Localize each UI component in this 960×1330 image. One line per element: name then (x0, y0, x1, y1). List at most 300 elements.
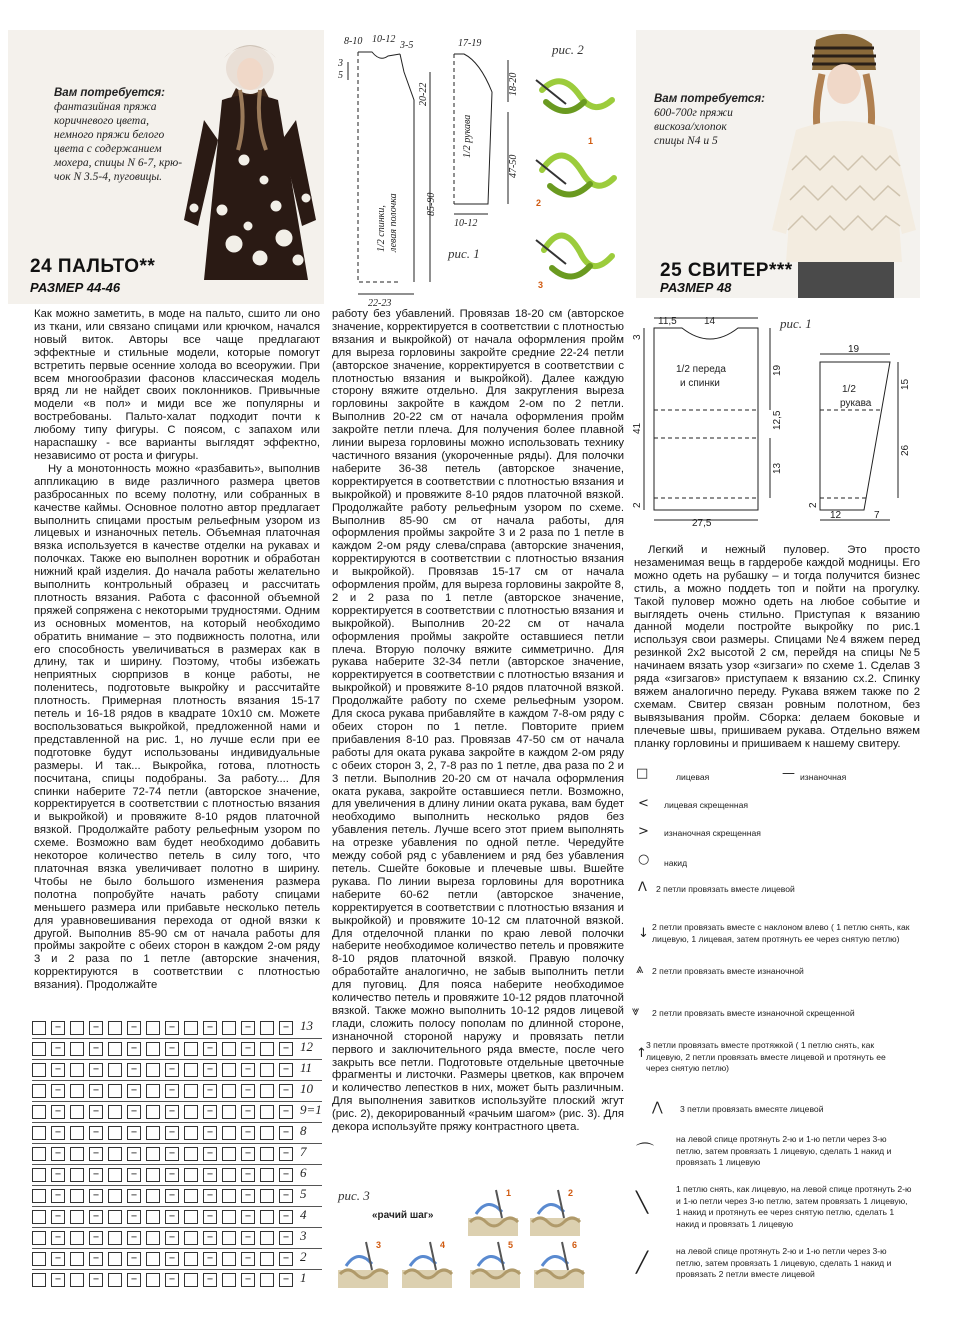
chart-row (32, 1102, 320, 1123)
chart-cell (260, 1021, 274, 1035)
dim-22-23: 22-23 (368, 298, 392, 309)
chart-cell (184, 1210, 198, 1224)
chart-cell: − (89, 1189, 103, 1203)
chart-cell: − (89, 1210, 103, 1224)
coat-fig2-label: рис. 2 (552, 42, 584, 57)
coat-materials-line: немного пряжи белого (54, 129, 165, 141)
purl-crossed-decrease-icon: ⩔ (632, 1004, 640, 1019)
dim-11-5: 11,5 (658, 316, 677, 327)
chart-cell: − (89, 1063, 103, 1077)
chart-row-number: 5 (300, 1186, 307, 1201)
less-than-icon: < (638, 796, 649, 811)
chart-cell: − (127, 1021, 141, 1035)
chart-cell (70, 1252, 84, 1266)
chart-cell: − (203, 1126, 217, 1140)
chart-cell: − (279, 1210, 293, 1224)
chart-cell (184, 1252, 198, 1266)
chart-cell: − (89, 1021, 103, 1035)
sweater-materials-title: Вам потребуется: (654, 93, 765, 105)
chart-cell (222, 1042, 236, 1056)
dim-13: 13 (772, 462, 783, 474)
chart-cell (32, 1168, 46, 1182)
chart-cell: − (279, 1252, 293, 1266)
dim-3: 3 (338, 58, 343, 69)
chart-row (32, 1018, 320, 1039)
chart-cell: − (51, 1252, 65, 1266)
chart-cell (70, 1189, 84, 1203)
chart-cell (260, 1042, 274, 1056)
chart-cell (108, 1084, 122, 1098)
chart-cell (260, 1126, 274, 1140)
decrease-right-icon: ᐱ (638, 880, 647, 895)
chart-cell: − (51, 1231, 65, 1245)
purl-decrease-icon: ⩓ (636, 962, 644, 977)
chart-row-number: 8 (300, 1123, 307, 1138)
rach-step-label: «рачий шаг» (372, 1210, 434, 1221)
fig3-step-number: 5 (508, 1240, 514, 1250)
chart-cell (222, 1063, 236, 1077)
chart-cell: − (203, 1084, 217, 1098)
chart-cell (32, 1084, 46, 1098)
back-label: 1/2 спинки, (376, 205, 387, 252)
dim-26: 26 (900, 444, 911, 456)
crochet-step-illustration (468, 1240, 522, 1292)
chart-cell (146, 1210, 160, 1224)
chart-cell: − (279, 1105, 293, 1119)
chart-cell: − (203, 1105, 217, 1119)
cross-left-icon: ⌒ (636, 1142, 654, 1163)
chart-cell (70, 1042, 84, 1056)
dim-8-10: 8-10 (344, 36, 363, 47)
dim-47-50: 47-50 (508, 154, 519, 178)
chart-cell (222, 1126, 236, 1140)
decrease-left-icon: ↓ (638, 926, 649, 941)
chart-cell: − (165, 1126, 179, 1140)
sweater-pattern-figure (630, 306, 920, 530)
chart-cell (108, 1126, 122, 1140)
chart-cell: − (127, 1273, 141, 1287)
chart-cell (260, 1168, 274, 1182)
chart-cell: − (279, 1189, 293, 1203)
chart-cell (32, 1231, 46, 1245)
chart-cell: − (241, 1063, 255, 1077)
chart-cell: − (203, 1231, 217, 1245)
chart-row (32, 1144, 320, 1165)
chart-cell: − (279, 1063, 293, 1077)
chart-cell (32, 1273, 46, 1287)
chart-cell: − (127, 1189, 141, 1203)
chart-cell (222, 1273, 236, 1287)
chart-cell: − (51, 1042, 65, 1056)
dim-19-left: 19 (772, 364, 783, 376)
coat-materials-line: фантазийная пряжа (54, 101, 157, 113)
chart-cell: − (127, 1084, 141, 1098)
chart-cell (70, 1273, 84, 1287)
chart-cell: − (127, 1252, 141, 1266)
legend-item: 3 петли провязать вмесяте лицевой (680, 1104, 824, 1114)
chart-cell (70, 1231, 84, 1245)
chart-cell (146, 1063, 160, 1077)
chart-cell (32, 1021, 46, 1035)
chart-cell (108, 1168, 122, 1182)
chart-cell (260, 1189, 274, 1203)
chart-cell: − (165, 1063, 179, 1077)
chart-cell (70, 1147, 84, 1161)
dim-19-top: 19 (848, 344, 860, 355)
coat-instructions-paragraph: Ну а монотонность можно «разбавить», выполнив аппликацию в виде различного размера цветов разбросанных по всему полотну, или собранных в качестве каймы. Основное полотно автор предлагает выполнить спицами простым рельефным узором из лицевых и изнаночных петель. Объемная платочная вязка используется в качестве отделки на рукавах и полочках. Также ею выполнен воротник и обработан нижний край изделия. До начала работы желательно выполнить контрольный образец и рассчитать плотность вязания. Работа с фасонной объемной пряжей сопряжена с некоторыми трудностями. Одним из основных моментов, на который необходимо обратить внимание – это подвижность полотна, или его способность увеличиваться в размерах как в длину, так и ширину. Поэтому, чтобы избежать неприятных сюрпризов в конце работы, не поленитесь, подготовьте выкройку и рассчитайте плотность. Примерная плотность вязания 15-17 петель и 16-18 рядов в квадрате 10х10 см. Можете воспользоваться выкройкой, предложенной нами и представленной на рис. 1, но лучше если при ее подготовке будут использованы индивидуальные размеры. И так... Выкройка, готова, плотность посчитана, спицы подобраны. За работу.... Для спинки наберите 72-74 петли (авторское значение, корректируется в соответствии с плотностью вязания и выкройкой) и провяжите 8-10 рядов платочной вязкой. Продолжайте работу рельефным узором по схеме. Возможно вам будет необходимо добавить некоторое количество петель в силу того, что платочная вязка увеличивает полотно в ширину. Чтобы не было большого изменения размера полотна попробуйте начать работу спицами меньшего размера или прибавьте несколько петель для уравновешивания перехода от одной вязки к другой. Выполнив 85-90 см от начала работы для проймы закройте с обеих сторон в каждом 2-ом ряду 3 и 2 раза по 1 петле (авторские значения, корректируются в соответствии с плотностью вязания). Продолжайте (34, 462, 320, 992)
coat-materials-line: коричневого цвета, (54, 115, 149, 127)
chart-cell (108, 1231, 122, 1245)
chart-cell (146, 1231, 160, 1245)
chart-cell (108, 1252, 122, 1266)
chart-cell: − (127, 1147, 141, 1161)
chart-cell (260, 1105, 274, 1119)
chart-cell (146, 1021, 160, 1035)
chart-row (32, 1060, 320, 1081)
chart-cell (32, 1126, 46, 1140)
chart-cell: − (203, 1021, 217, 1035)
chart-row (32, 1249, 320, 1270)
chart-cell: − (89, 1105, 103, 1119)
chart-cell (184, 1105, 198, 1119)
fig2-step-3: 3 (538, 280, 544, 290)
greater-than-icon: > (638, 824, 649, 839)
chart-cell: − (165, 1021, 179, 1035)
chart-row-number: 6 (300, 1165, 307, 1180)
dim-27-5: 27,5 (692, 518, 712, 529)
chart-cell (108, 1273, 122, 1287)
crochet-cord-steps (532, 60, 622, 300)
chart-cell (222, 1252, 236, 1266)
chart-cell (184, 1231, 198, 1245)
chart-cell: − (241, 1210, 255, 1224)
coat-materials (54, 86, 194, 184)
chart-cell: − (165, 1273, 179, 1287)
sweater-size: РАЗМЕР 48 (660, 280, 732, 295)
chart-cell (222, 1168, 236, 1182)
chart-cell (108, 1021, 122, 1035)
chart-cell (70, 1063, 84, 1077)
chart-cell (184, 1189, 198, 1203)
chart-cell (260, 1252, 274, 1266)
chart-cell (146, 1273, 160, 1287)
chart-cell (184, 1273, 198, 1287)
chart-cell (146, 1042, 160, 1056)
chart-row-number: 4 (300, 1207, 307, 1222)
crochet-step-illustration (532, 1240, 586, 1292)
chart-cell (222, 1147, 236, 1161)
chart-cell: − (203, 1042, 217, 1056)
chart-cell: − (165, 1084, 179, 1098)
chart-cell: − (241, 1168, 255, 1182)
sweater-description-paragraph: Легкий и нежный пуловер. Это просто незаменимая вещь в гардеробе каждой модницы. Его можно одеть на рубашку – и тогда получится бизнес стиль, а можно поддеть топ и пойти на прогулку. Такой пуловер можно одеть на любое событие и выглядеть очень стильно. Приступая к вязанию данной модели постройте выкройку по рис.1 используя свои размеры. Спицами №4 вяжем перед резинкой 2х2 высотой 2 см, перейдя на спицы №5 начинаем вязать узор «зигзаги» по схеме 1. Сделав 3 ряда «зигзагов» приступаем к вязанию сх.2. Спинку вяжем аналогично переду. Рукава вяжем также по 2 схемам. Свитер связан ровным полотном, без вывязывания пройм. Сборка: делаем боковые и плечевые швы, пришиваем рукава. Отдельно вяжем планку горловины и пришиваем к нашему свитеру. (634, 544, 920, 750)
chart-cell: − (165, 1231, 179, 1245)
chart-cell (146, 1168, 160, 1182)
chart-cell: − (165, 1042, 179, 1056)
chart-cell (222, 1231, 236, 1245)
chart-cell (108, 1147, 122, 1161)
chart-row-number: 3 (300, 1228, 307, 1243)
dim-17-19: 17-19 (458, 38, 482, 49)
chart-row (32, 1228, 320, 1249)
chart-cell (70, 1126, 84, 1140)
chart-cell: − (165, 1189, 179, 1203)
chart-row (32, 1270, 320, 1291)
chart-cell: − (203, 1063, 217, 1077)
chart-cell (184, 1168, 198, 1182)
sweater-body-label-2: и спинки (680, 378, 720, 389)
chart-cell: − (203, 1147, 217, 1161)
chart-cell: − (279, 1273, 293, 1287)
chart-cell (108, 1042, 122, 1056)
dim-2-left: 2 (632, 502, 643, 508)
chart-cell: − (89, 1084, 103, 1098)
coat-materials-line: чок N 3.5-4, пуговицы. (54, 171, 162, 183)
chart-cell (108, 1105, 122, 1119)
crochet-step-illustration (466, 1188, 520, 1240)
dim-12: 12 (830, 510, 842, 521)
chart-row (32, 1207, 320, 1228)
dim-15: 15 (900, 378, 911, 390)
chart-cell: − (241, 1273, 255, 1287)
chart-row (32, 1186, 320, 1207)
legend-item: изнаночная скрещенная (664, 828, 761, 838)
legend-item: 2 петли провязать вместе изнаночной скрещенной (652, 1008, 855, 1018)
chart-cell: − (127, 1231, 141, 1245)
chart-cell (146, 1252, 160, 1266)
chart-row-number: 7 (300, 1144, 307, 1159)
chart-cell: − (51, 1168, 65, 1182)
chart-cell: − (89, 1042, 103, 1056)
chart-cell (184, 1063, 198, 1077)
dim-10-12-bottom: 10-12 (454, 218, 478, 229)
coat-pattern-figure (330, 32, 520, 309)
chart-cell (146, 1084, 160, 1098)
legend-item: на левой спице протянуть 2-ю и 1-ю петли через 3-ю петлю, затем провязать 1 лицевую, сделать 1 накид и провязать 2 петли вместе лицевой (676, 1246, 892, 1279)
chart-cell (184, 1042, 198, 1056)
chart-cell: − (127, 1210, 141, 1224)
chart-row (32, 1039, 320, 1060)
dim-5: 5 (338, 70, 343, 81)
circle-icon: ○ (638, 852, 650, 867)
legend-item: изнаночная (800, 772, 847, 782)
dash-icon: — (782, 766, 795, 781)
chart-row (32, 1081, 320, 1102)
chart-cell: − (203, 1168, 217, 1182)
sweater-materials-line: вискоза/хлопок (654, 121, 727, 133)
crochet-step-illustration (400, 1240, 454, 1292)
chart-cell: − (127, 1042, 141, 1056)
chart-row (32, 1123, 320, 1144)
dim-20-22: 20-22 (418, 82, 429, 106)
chart-cell: − (89, 1126, 103, 1140)
sweater-photo (636, 30, 920, 298)
chart-row-number: 9=1 (300, 1102, 322, 1117)
legend-item: 2 петли провязать вместе с наклоном влево ( 1 петлю снять, как лицевую, 1 лицевая, затем протянуть ее через снятую петлю) (652, 922, 910, 944)
chart-cell: − (279, 1168, 293, 1182)
chart-cell (260, 1210, 274, 1224)
chart-cell: − (89, 1273, 103, 1287)
chart-cell (70, 1210, 84, 1224)
chart-cell: − (51, 1126, 65, 1140)
chart-cell (260, 1084, 274, 1098)
chart-cell: − (51, 1063, 65, 1077)
chart-cell (70, 1021, 84, 1035)
coat-size: РАЗМЕР 44-46 (30, 280, 121, 295)
front-label: левая полочка (388, 193, 399, 252)
chart-cell (108, 1189, 122, 1203)
chart-cell (108, 1063, 122, 1077)
dim-18-20: 18-20 (508, 72, 519, 96)
chart-row-number: 13 (300, 1018, 313, 1033)
chart-cell (260, 1231, 274, 1245)
chart-cell: − (279, 1231, 293, 1245)
chart-cell: − (203, 1189, 217, 1203)
chart-cell: − (89, 1231, 103, 1245)
legend-item: накид (664, 858, 688, 868)
chart-cell: − (241, 1105, 255, 1119)
coat-intro-paragraph: Как можно заметить, в моде на пальто, сшито ли оно из ткани, или связано спицами или крючком, начался новый виток. Авторы все чаще предлагают эффектные и стильные модели, которые помогут встретить первые осенние холода во всеоружии. При всем многообразии фасонов классическая модель вряд ли не найдет своих поклонников. Привычные модели «в пол» и миди все же популярны и востребованы. Пальто-халат подходит почти к любому типу фигуры. С поясом, с запахом или нараспашку - все варианты выглядят эффектно, независимо от роста и фигуры. (34, 308, 320, 462)
chart-cell: − (51, 1210, 65, 1224)
sweater-sleeve-label-2: рукава (840, 398, 872, 409)
chart-cell: − (241, 1021, 255, 1035)
chart-row-number: 12 (300, 1039, 313, 1054)
coat-text-column-1 (34, 308, 320, 1012)
chart-cell: − (51, 1021, 65, 1035)
chart-cell (70, 1105, 84, 1119)
chart-cell: − (279, 1126, 293, 1140)
fig2-step-2: 2 (536, 198, 542, 208)
chart-cell (70, 1168, 84, 1182)
chart-cell: − (89, 1252, 103, 1266)
chart-cell (32, 1105, 46, 1119)
sweater-materials-line: 600-700г пряжи (654, 107, 733, 119)
sleeve-label: 1/2 рукава (462, 114, 473, 158)
sweater-fig1-label: рис. 1 (780, 316, 812, 331)
coat-title: 24 ПАЛЬТО** (30, 256, 156, 277)
legend-item: 2 петли провязать вместе лицевой (656, 884, 795, 894)
chart-cell (146, 1189, 160, 1203)
chart-cell (184, 1084, 198, 1098)
legend-item: лицевая (676, 772, 710, 782)
chart-row-number: 1 (300, 1270, 307, 1285)
chart-cell (32, 1189, 46, 1203)
chart-cell (146, 1126, 160, 1140)
chart-row-number: 2 (300, 1249, 307, 1264)
legend-item: 3 петли провязать вместе протяжкой ( 1 петлю снять, как лицевую, 2 петли провязать вместе лицевой и протянуть ее через снятую петлю) (646, 1040, 886, 1073)
chart-row-number: 11 (300, 1060, 313, 1075)
coat-text-column-2 (332, 308, 624, 1178)
chart-cell: − (51, 1084, 65, 1098)
chart-cell (70, 1084, 84, 1098)
legend-item: лицевая скрещенная (664, 800, 749, 810)
chart-cell: − (165, 1168, 179, 1182)
chart-cell: − (127, 1168, 141, 1182)
cross-center-icon: ╱ (636, 1250, 649, 1274)
chart-cell: − (241, 1042, 255, 1056)
chart-cell: − (203, 1210, 217, 1224)
coat-materials-title: Вам потребуется: (54, 87, 165, 99)
chart-cell: − (203, 1252, 217, 1266)
crochet-step-illustration (528, 1188, 582, 1240)
chart-cell: − (127, 1063, 141, 1077)
chart-cell: − (127, 1126, 141, 1140)
chart-cell (146, 1105, 160, 1119)
fig3-step-number: 4 (440, 1240, 446, 1250)
chart-cell: − (165, 1210, 179, 1224)
chart-cell: − (127, 1105, 141, 1119)
coat-fig3-label: рис. 3 (338, 1188, 370, 1203)
chart-cell (222, 1021, 236, 1035)
chart-cell (222, 1084, 236, 1098)
fig3-step-number: 3 (376, 1240, 382, 1250)
fig3-step-number: 1 (506, 1188, 512, 1198)
square-icon: □ (636, 766, 649, 781)
dim-7: 7 (874, 510, 880, 521)
dim-14: 14 (704, 316, 716, 327)
sweater-model-illustration (636, 30, 920, 298)
chart-cell: − (279, 1147, 293, 1161)
chart-cell: − (51, 1147, 65, 1161)
chart-row-number: 10 (300, 1081, 313, 1096)
sweater-title: 25 СВИТЕР*** (660, 260, 793, 281)
legend-item: 1 петлю снять, как лицевую, на левой спице протянуть 2-ю и 1-ю петли через 3-ю петлю, затем провязать 1 лицевую, 1 накид и протянуть ее через снятую петлю, сделать 1 накид и провязать 1 лицевую (676, 1184, 912, 1229)
legend-item: 2 петли провязать вместе изнаночной (652, 966, 804, 976)
chart-cell: − (241, 1147, 255, 1161)
chart-cell (108, 1210, 122, 1224)
chart-row (32, 1165, 320, 1186)
chart-cell (260, 1147, 274, 1161)
chart-cell: − (203, 1273, 217, 1287)
central-decrease-icon: ↑ (636, 1046, 647, 1061)
chart-cell: − (279, 1021, 293, 1035)
crochet-step-illustration (336, 1240, 390, 1292)
chart-cell: − (51, 1273, 65, 1287)
chart-cell (222, 1189, 236, 1203)
chart-cell: − (89, 1168, 103, 1182)
sweater-materials (654, 92, 784, 148)
coat-materials-line: цвета с содержанием (54, 143, 162, 155)
sweater-text-column (634, 544, 920, 754)
chart-cell: − (241, 1126, 255, 1140)
coat-materials-line: мохера, спицы N 6-7, крю- (54, 157, 183, 169)
chart-cell: − (279, 1042, 293, 1056)
chart-cell (184, 1147, 198, 1161)
chart-cell: − (165, 1252, 179, 1266)
chart-cell (32, 1063, 46, 1077)
chart-cell: − (165, 1105, 179, 1119)
fig2-step-1: 1 (588, 136, 594, 146)
dim-3: 3 (632, 334, 643, 340)
fig3-step-number: 2 (568, 1188, 574, 1198)
chart-cell: − (51, 1189, 65, 1203)
chart-cell (32, 1042, 46, 1056)
cross-right-icon: ╲ (636, 1190, 649, 1214)
chart-cell: − (241, 1252, 255, 1266)
chart-cell: − (241, 1231, 255, 1245)
triple-decrease-icon: ⋀ (652, 1100, 663, 1115)
sweater-materials-line: спицы N4 и 5 (654, 135, 718, 147)
fig3-step-number: 6 (572, 1240, 578, 1250)
legend-item: на левой спице протянуть 2-ю и 1-ю петли через 3-ю петлю, затем провязать 1 лицевую, сделать 1 накид и провязать 1 лицевую (676, 1134, 892, 1167)
chart-cell (260, 1273, 274, 1287)
dim-3-5: 3-5 (400, 40, 414, 51)
dim-10-12-top: 10-12 (372, 34, 396, 45)
dim-85-90: 85-90 (426, 192, 437, 216)
chart-cell (184, 1126, 198, 1140)
chart-cell: − (51, 1105, 65, 1119)
chart-cell (146, 1147, 160, 1161)
